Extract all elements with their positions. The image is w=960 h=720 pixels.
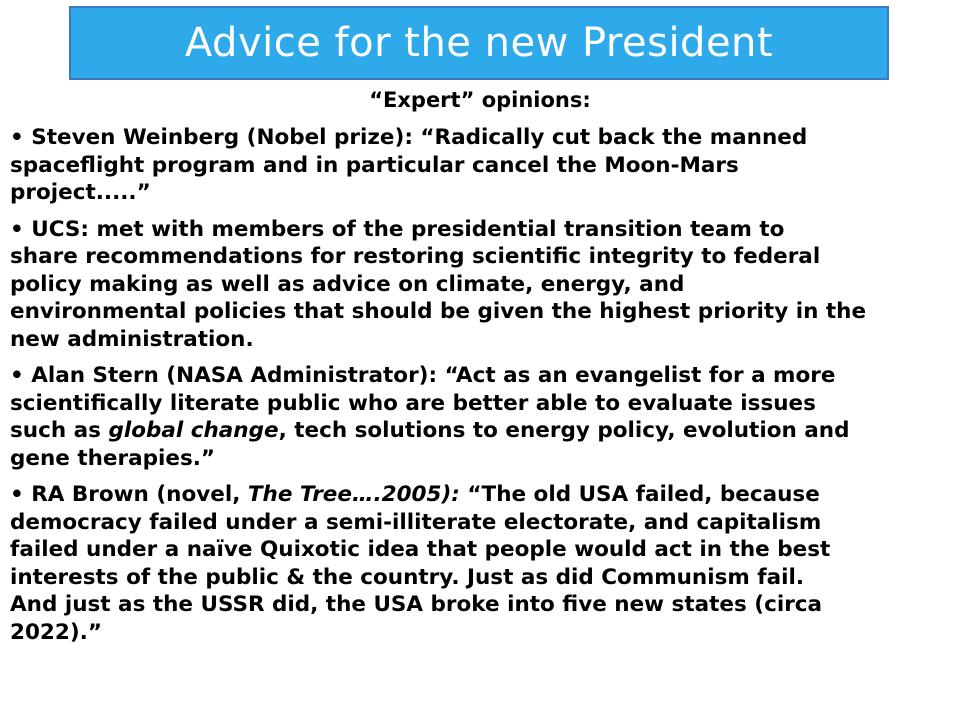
bullet-text-line: And just as the USSR did, the USA broke into five new states (circa [10,592,823,617]
bullet-list [10,124,960,655]
bullet-item-weinberg [10,124,960,207]
bullet-icon: • [10,482,24,507]
bullet-text-line: UCS: met with members of the presidential transition team to [23,216,785,242]
bullet-text-line: interests of the public & the country. Just as did Communism fail. [10,564,805,590]
bullet-text-line: spaceflight program and in particular cancel the Moon-Mars [10,152,739,178]
bullet-text-line: project.....” [10,180,151,205]
bullet-text-line: scientifically literate public who are better able to evaluate issues [10,390,816,416]
bullet-icon: • [10,216,24,242]
bullet-text-line: 2022).” [10,619,102,645]
bullet-icon: • [10,125,24,150]
bullet-text-line: democracy failed under a semi-illiterate electorate, and capitalism [10,509,822,535]
bullet-text-line: such as global change, tech solutions to energy policy, evolution and [10,418,850,443]
bullet-text-line: gene therapies.” [10,445,216,471]
bullet-item-brown: • RA Brown (novel, The Tree….2005): “The old USA failed, because democracy failed under a semi-illiterate electorate, and capitalism failed under a naïve Quixotic idea that people would act in the best interests of the public & the country. Just as did Communism fail. And just as the USSR did, the USA broke into five new states (circa 2022).” [10,481,960,646]
title-banner [69,6,889,80]
bullet-text-line: policy making as well as advice on climate, energy, and [10,271,685,297]
slide-title: Advice for the new President [184,20,774,66]
slide-subtitle: “Expert” opinions: [369,88,591,112]
bullet-text-line: Alan Stern (NASA Administrator): “Act as an evangelist for a more [23,363,836,388]
bullet-text-line: environmental policies that should be given the highest priority in the [10,299,867,324]
bullet-icon: • [10,363,24,388]
bullet-item-stern [10,362,960,472]
bullet-text-line: failed under a naïve Quixotic idea that people would act in the best [10,537,831,562]
bullet-text-line: share recommendations for restoring scientific integrity to federal [10,244,821,269]
emphasis-text: global change [108,418,279,443]
bullet-item-ucs [10,216,960,354]
bullet-text-line: Steven Weinberg (Nobel prize): “Radically cut back the manned [23,125,808,150]
emphasis-text: The Tree….2005): [247,482,460,507]
bullet-text-line: new administration. [10,326,254,352]
